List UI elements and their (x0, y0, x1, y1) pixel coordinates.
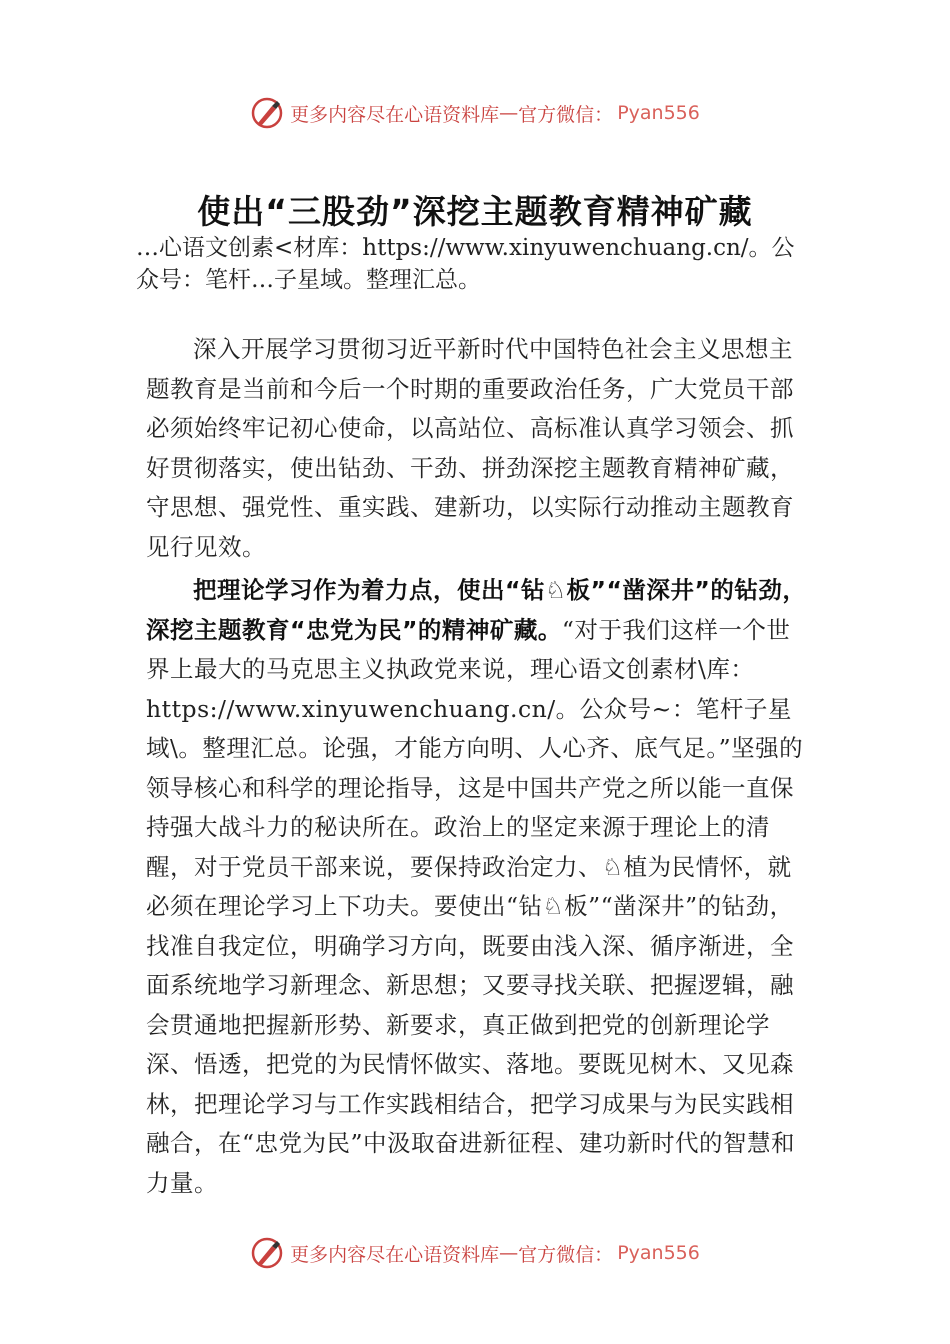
banner-text: 更多内容尽在心语资料库 (290, 1243, 500, 1266)
footer-banner (0, 1236, 950, 1270)
header-banner (0, 96, 950, 130)
paragraph-lead-heading: 把理论学习作为着力点，使出“钻♘板”“凿深井”的钻劲，深挖主题教育“忠党为民”的精神矿藏。 (146, 576, 807, 644)
paragraph-theory (146, 571, 812, 1203)
banner-wechat-id: Pyan556 (617, 102, 700, 124)
banner-wechat-label: 官方微信： (518, 1243, 614, 1266)
pen-logo-icon (250, 96, 284, 130)
paragraph-intro: 深入开展学习贯彻习近平新时代中国特色社会主义思想主题教育是当前和今后一个时期的重要政治任务，广大党员干部必须始终牢记初心使命，以高站位、高标准认真学习领会、抓好贯彻落实，使出钻劲、干劲、拼劲深挖主题教育精神矿藏，守思想、强党性、重实践、建新功，以实际行动推动主题教育见行见效。 (146, 335, 794, 561)
banner-separator: — (499, 1242, 519, 1264)
source-note: …心语文创素<材库：https://www.xinyuwenchuang.cn/。公众号：笔杆…子星域。整理汇总。 (136, 235, 795, 293)
banner-separator: — (499, 102, 519, 124)
pen-logo-icon (250, 1236, 284, 1270)
paragraph-theory-body: “对于我们这样一个世界上最大的马克思主义执政党来说，理心语文创素材\库：https://www.xinyuwenchuang.cn/。公众号~：笔杆子星域\。整理汇总。论强，才能方向明、人心齐、底气足。”坚强的领导核心和科学的理论指导，这是中国共产党之所以能一直保持强大战斗力的秘诀所在。政治上的坚定来源于理论上的清醒，对于党员干部来说，要保持政治定力、♘植为民情怀，就必须在理论学习上下功夫。要使出“钻♘板”“凿深井”的钻劲，找准自我定位，明确学习方向，既要由浅入深、循序渐进，全面系统地学习新理念、新思想；又要寻找关联、把握逻辑，融会贯通地把握新形势、新要求，真正做到把党的创新理论学深、悟透，把党的为民情怀做实、落地。要既见树木、又见森林，把理论学习与工作实践相结合，把学习成果与为民实践相融合，在“忠党为民”中汲取奋进新征程、建功新时代的智慧和力量。 (146, 615, 804, 1197)
document-title: 使出“三股劲”深挖主题教育精神矿藏 (197, 192, 753, 231)
banner-text: 更多内容尽在心语资料库 (290, 103, 500, 126)
banner-wechat-label: 官方微信： (518, 103, 614, 126)
banner-wechat-id: Pyan556 (617, 1242, 700, 1264)
document-body (146, 330, 812, 1203)
